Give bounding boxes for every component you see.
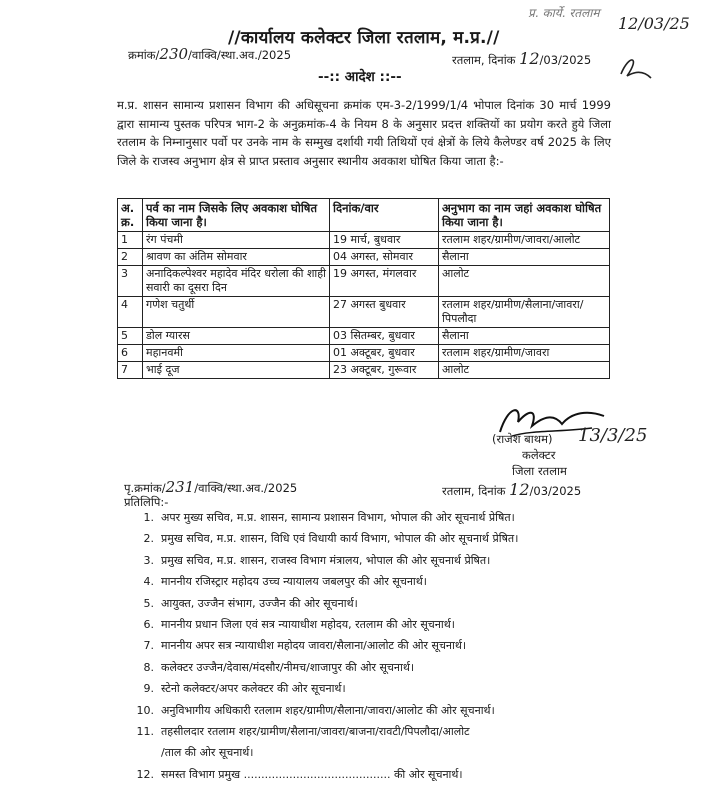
list-item: 1. अपर मुख्य सचिव, म.प्र. शासन, सामान्य प्रशासन विभाग, भोपाल की ओर सूचनार्थ प्रेषित। xyxy=(143,511,515,524)
list-item: 5. आयुक्त, उज्जैन संभाग, उज्जैन की ओर सूचनार्थ। xyxy=(143,596,358,610)
row-number: 2 xyxy=(118,249,143,266)
row-area: रतलाम शहर/ग्रामीण/सैलाना/जावरा/पिपलौदा xyxy=(439,297,610,328)
table-row xyxy=(118,266,610,297)
row-festival: डोल ग्यारस xyxy=(143,328,330,345)
list-item: 7. माननीय अपर सत्र न्यायाधीश महोदय जावरा/सैलाना/आलोट की ओर सूचनार्थ। xyxy=(143,639,467,653)
row-festival: रंग पंचमी xyxy=(143,232,330,249)
list-item: 3. प्रमुख सचिव, म.प्र. शासन, राजस्व विभाग मंत्रालय, भोपाल की ओर सूचनार्थ प्रेषित। xyxy=(143,553,491,567)
row-number: 4 xyxy=(118,297,143,328)
signatory-district: जिला रतलाम xyxy=(512,464,567,478)
row-date: 19 मार्च, बुधवार xyxy=(330,232,439,249)
row-festival: श्रावण का अंतिम सोमवार xyxy=(143,249,330,266)
list-item: 12. समस्त विभाग प्रमुख .......................................... की ओर सूचनार्थ। xyxy=(136,767,463,781)
row-date: 19 अगस्त, मंगलवार xyxy=(330,266,439,297)
row-number: 6 xyxy=(118,345,143,362)
list-item: 9. स्टेनो कलेक्टर/अपर कलेक्टर की ओर सूचनार्थ। xyxy=(143,682,346,696)
col-header-date: दिनांक/वार xyxy=(330,199,439,232)
row-festival: भाई दूज xyxy=(143,362,330,379)
row-area: रतलाम शहर/ग्रामीण/जावरा/आलोट xyxy=(439,232,610,249)
row-number: 1 xyxy=(118,232,143,249)
table-row xyxy=(118,362,610,379)
table-row xyxy=(118,345,610,362)
table-header-row xyxy=(118,199,610,232)
row-number: 3 xyxy=(118,266,143,297)
row-area: रतलाम शहर/ग्रामीण/जावरा xyxy=(439,345,610,362)
row-festival: महानवमी xyxy=(143,345,330,362)
signatory-name: (राजेश बाथम) xyxy=(492,432,553,446)
row-date: 27 अगस्त बुधवार xyxy=(330,297,439,328)
list-item: 10. अनुविभागीय अधिकारी रतलाम शहर/ग्रामीण/सैलाना/जावरा/आलोट की ओर सूचनार्थ। xyxy=(136,703,495,717)
copy-ref: पृ.क्रमांक/231/वाक्वि/स्था.अव./2025 xyxy=(124,478,298,496)
initial-scrawl-icon xyxy=(615,52,655,82)
row-date: 01 अक्टूबर, बुधवार xyxy=(330,345,439,362)
col-header-number: अ. क्र. xyxy=(118,199,143,232)
order-ref: क्रमांक/230/वाक्वि/स्था.अव./2025 xyxy=(128,45,292,63)
table-row xyxy=(118,249,610,266)
list-item: 8. कलेक्टर उज्जैन/देवास/मंदसौर/नीमच/शाजापुर की ओर सूचनार्थ। xyxy=(143,660,415,674)
table-row xyxy=(118,232,610,249)
table-row xyxy=(118,297,610,328)
office-title: //कार्यालय कलेक्टर जिला रतलाम, म.प्र.// xyxy=(228,28,500,48)
row-festival: अनादिकल्पेश्वर महादेव मंदिर धरोला की शाही सवारी का दूसरा दिन xyxy=(143,266,330,297)
row-area: सैलाना xyxy=(439,249,610,266)
col-header-festival: पर्व का नाम जिसके लिए अवकाश घोषित किया जाना है। xyxy=(143,199,330,232)
copy-label: प्रतिलिपि:- xyxy=(124,495,169,509)
list-item: /ताल की ओर सूचनार्थ। xyxy=(161,746,254,760)
order-place-date: रतलाम, दिनांक 12/03/2025 xyxy=(452,49,592,68)
row-area: आलोट xyxy=(439,266,610,297)
list-item: 11. तहसीलदार रतलाम शहर/ग्रामीण/सैलाना/जावरा/बाजना/रावटी/पिपलौदा/आलोट xyxy=(136,725,470,739)
row-number: 7 xyxy=(118,362,143,379)
row-date: 04 अगस्त, सोमवार xyxy=(330,249,439,266)
signature-handwritten-date: 13/3/25 xyxy=(578,425,648,446)
copy-list xyxy=(132,507,518,785)
signatory-designation: कलेक्टर xyxy=(522,448,556,462)
col-header-area: अनुभाग का नाम जहां अवकाश घोषित किया जाना है। xyxy=(439,199,610,232)
copy-place-date: रतलाम, दिनांक 12/03/2025 xyxy=(442,480,582,499)
row-area: आलोट xyxy=(439,362,610,379)
row-festival: गणेश चतुर्थी xyxy=(143,297,330,328)
list-item: 6. माननीय प्रधान जिला एवं सत्र न्यायाधीश महोदय, रतलाम की ओर सूचनार्थ। xyxy=(143,618,455,632)
row-date: 03 सितम्बर, बुधवार xyxy=(330,328,439,345)
order-heading: --:: आदेश ::-- xyxy=(318,69,402,85)
intro-paragraph: म.प्र. शासन सामान्य प्रशासन विभाग की अधिसूचना क्रमांक एम-3-2/1999/1/4 भोपाल दिनांक 30 मार्च 1999 द्वारा सामान्य पुस्तक परिपत्र भाग-2 के अनुक्रमांक-4 के नियम 8 के अनुसार प्रदत्त शक्तियों का प्रयोग करते हुये जिला रतलाम के निम्नानुसार पर्वो पर उनके नाम के सम्मुख दर्शायी गयी तिथियों एवं क्षेत्रों के लिये कैलेण्डर वर्ष 2025 के लिए जिले के राजस्व अनुभाग क्षेत्र से प्राप्त प्रस्ताव अनुसार स्थानीय अवकाश घोषित किया जाता है:- xyxy=(117,98,611,168)
row-number: 5 xyxy=(118,328,143,345)
list-item: 2. प्रमुख सचिव, म.प्र. शासन, विधि एवं विधायी कार्य विभाग, भोपाल की ओर सूचनार्थ प्रेषित। xyxy=(143,532,519,546)
handwritten-corner-date: 12/03/25 xyxy=(618,14,690,33)
handwritten-corner-note: प्र. कार्ये. रतलाम xyxy=(528,6,600,20)
row-area: सैलाना xyxy=(439,328,610,345)
table-row xyxy=(118,328,610,345)
list-item: 4. माननीय रजिस्ट्रार महोदय उच्च न्यायालय जबलपुर की ओर सूचनार्थ। xyxy=(143,575,427,589)
holiday-table xyxy=(117,198,610,379)
row-date: 23 अक्टूबर, गुरूवार xyxy=(330,362,439,379)
